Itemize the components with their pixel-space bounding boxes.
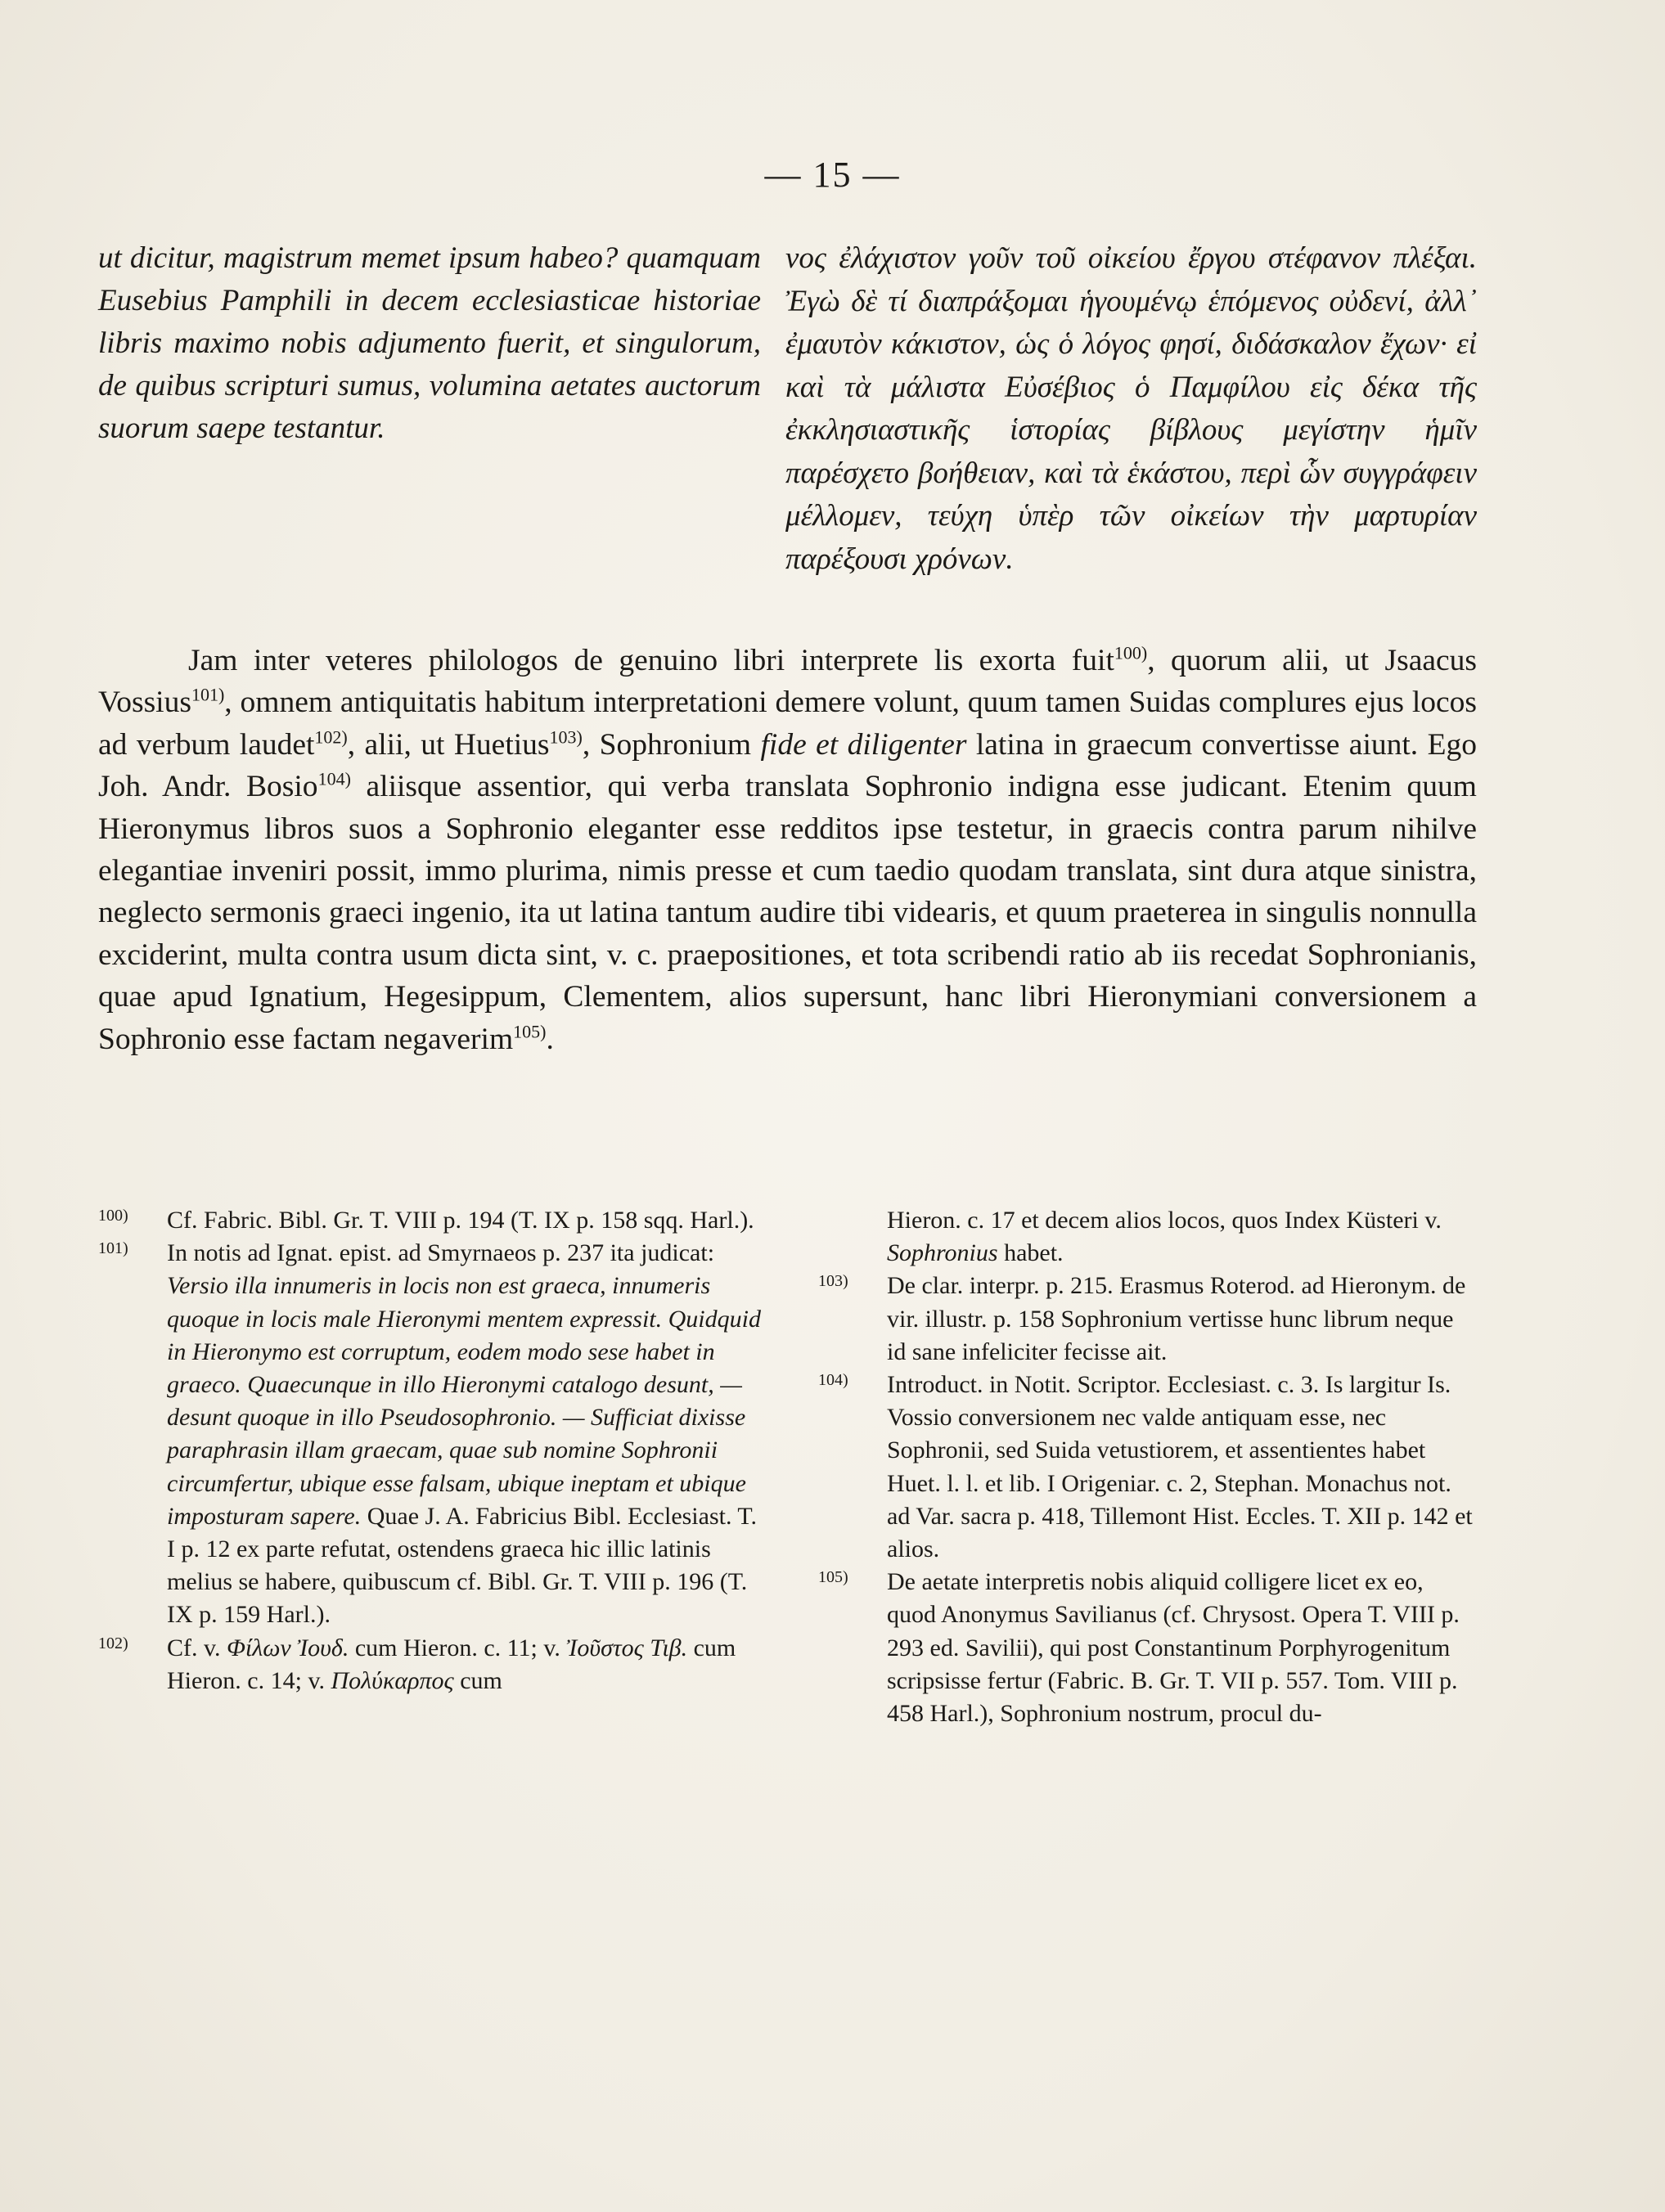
footnote-segment: cum Hieron. c. 14; v. [167,1634,736,1694]
italic-phrase: fide et diligenter [760,727,967,762]
footnote-104 [818,1369,1477,1566]
paragraph-text: . [546,1022,554,1056]
page-number: — 15 — [764,155,901,195]
footnote-ref[interactable]: 102) [314,726,348,748]
paragraph-text: latina in graecum convertisse aiunt. Ego Joh. Andr. Bosio [98,727,1477,804]
footnotes-left-column [98,1204,769,1697]
footnote-segment: In notis ad Ignat. epist. ad Smyrnaeos p. 237 ita judicat: [167,1239,715,1267]
footnote-101 [98,1237,769,1631]
footnote-number: 104) [818,1371,848,1390]
footnote-segment: Quae J. A. Fabricius Bibl. Ecclesiast. T. I p. 12 ex parte refutat, ostendens graeca hic illic latinis melius se habere, quibuscum cf. Bibl. Gr. T. VIII p. 196 (T. IX p. 159 Harl.). [167,1502,758,1629]
footnote-number: 103) [818,1272,848,1291]
footnote-number: 101) [98,1239,128,1258]
footnote-ref[interactable]: 105) [513,1021,547,1042]
footnote-text: Introduct. in Notit. Scriptor. Ecclesiast. c. 3. Is largitur Is. Vossio conversionem nec valde antiquam esse, nec Sophronii, sed Suida vetustiorem, et assentientes habet Huet. l. l. et lib. I Origeniar. c. 2, Stephan. Monachus not. ad Var. sacra p. 418, Tillemont Hist. Eccles. T. XII p. 142 et alios. [887,1371,1473,1563]
greek-term: Φίλων Ἰουδ. [227,1634,349,1661]
footnote-text [167,1237,769,1631]
footnote-text: De aetate interpretis nobis aliquid colligere licet ex eo, quod Anonymus Savilianus (cf. Chrysost. Opera T. VIII p. 293 ed. Savilii), qui post Constantinum Porphyrogenitum scripsisse fertur (Fabric. B. Gr. T. VII p. 557. Tom. VIII p. 458 Harl.), Sophronium nostrum, procul du- [887,1568,1460,1728]
italic-term: Sophronius [887,1239,998,1267]
footnote-quote: Versio illa innumeris in locis non est graeca, innumeris quoque in locis male Hieronymi mentem expressit. Quidquid in Hieronymo est corruptum, eodem modo sese habet in graeco. Quaecunque in illo Hieronymi catalogo desunt, — desunt quoque in illo Pseudosophronio. — Sufficiat dixisse paraphrasin illam graecam, quae sub nomine Sophronii circumfertur, ubique esse falsam, ubique ineptam et ubique imposturam sapere. [167,1272,761,1530]
footnote-number: 105) [818,1568,848,1587]
footnote-ref[interactable]: 103) [549,726,583,748]
paragraph-text: , Sophronium [582,727,761,762]
footnote-ref[interactable]: 104) [317,768,351,789]
footnote-number: 102) [98,1634,128,1652]
footnotes-right-column [818,1204,1477,1730]
footnote-text [887,1204,1477,1270]
footnote-102 [98,1632,769,1697]
paragraph-text: aliisque assentior, qui verba translata Sophronio indigna esse judicant. Etenim quum Hieronymus libros suos a Sophronio eleganter esse redditos ipse testetur, in graecis contra parum nihilve elegantiae inveniri possit, immo plurima, nimis presse et cum taedio quodam translata, sint dura atque sinistra, neglecto sermonis graeci ingenio, ita ut latina tantum audire tibi videaris, et quum praeterea in singulis nonnulla exciderint, multa contra usum dicta sint, v. c. praepositiones, et tota scribendi ratio ab iis recedat Sophronianis, quae apud Ignatium, Hegesippum, Clementem, alios supersunt, hanc libri Hieronymiani conversionem a Sophronio esse factam negaverim [98,770,1477,1056]
paragraph-text: Jam inter veteres philologos de genuino libri interprete lis exorta fuit [188,644,1114,677]
footnote-105 [818,1566,1477,1730]
greek-term: Ἰοῦστος Τιβ. [566,1634,688,1661]
footnote-100 [98,1204,769,1237]
main-paragraph [98,640,1477,1060]
footnote-number: 100) [98,1207,128,1225]
paragraph-text: , omnem antiquitatis habitum interpretationi demere volunt, quum tamen Suidas complures ejus locos ad verbum laudet [98,686,1477,762]
footnote-text: De clar. interpr. p. 215. Erasmus Roterod. ad Hieronym. de vir. illustr. p. 158 Sophronium vertisse hunc librum neque id sane infeliciter fecisse ait. [887,1272,1466,1365]
latin-intro-column: ut dicitur, magistrum memet ipsum habeo? quamquam Eusebius Pamphili in decem ecclesiasticae historiae libris maximo nobis adjumento fuerit, et singulorum, de quibus scripturi sumus, volumina aetates auctorum suorum saepe testantur. [98,241,761,445]
greek-intro-column: νος ἐλάχιστον γοῦν τοῦ οἰκείου ἔργου στέφανον πλέξαι. Ἐγὼ δὲ τί διαπράξομαι ἡγουμένῳ ἑπόμενος οὐδενί, ἀλλ᾽ ἐμαυτὸν κάκιστον, ὡς ὁ λόγος φησί, διδάσκαλον ἔχων· εἰ καὶ τὰ μάλιστα Εὐσέβιος ὁ Παμφίλου εἰς δέκα τῆς ἐκκλησιαστικῆς ἱστορίας βίβλους μεγίστην ἡμῖν παρέσχετο βοήθειαν, καὶ τὰ ἑκάστου, περὶ ὧν συγγράφειν μέλλομεν, τεύχη ὑπὲρ τῶν οἰκείων τὴν μαρτυρίαν παρέξουσι χρόνων. [785,241,1477,576]
footnote-segment: Cf. v. [167,1634,227,1661]
footnote-102-continued [818,1204,1477,1270]
footnote-text [167,1632,769,1697]
footnote-segment: cum [453,1666,502,1694]
footnote-ref[interactable]: 100) [1114,642,1148,663]
greek-term: Πολύκαρπος [331,1666,454,1694]
footnote-segment: cum Hieron. c. 11; v. [349,1634,567,1661]
footnote-text: Cf. Fabric. Bibl. Gr. T. VIII p. 194 (T. IX p. 158 sqq. Harl.). [167,1207,754,1234]
footnote-segment: habet. [997,1239,1064,1267]
footnote-segment: Hieron. c. 17 et decem alios locos, quos Index Küsteri v. [887,1207,1442,1234]
paragraph-text: , quorum alii, ut Jsaacus Vossius [98,644,1477,720]
footnote-103 [818,1270,1477,1369]
paragraph-text: , alii, ut Huetius [347,727,550,762]
footnote-ref[interactable]: 101) [191,684,225,705]
